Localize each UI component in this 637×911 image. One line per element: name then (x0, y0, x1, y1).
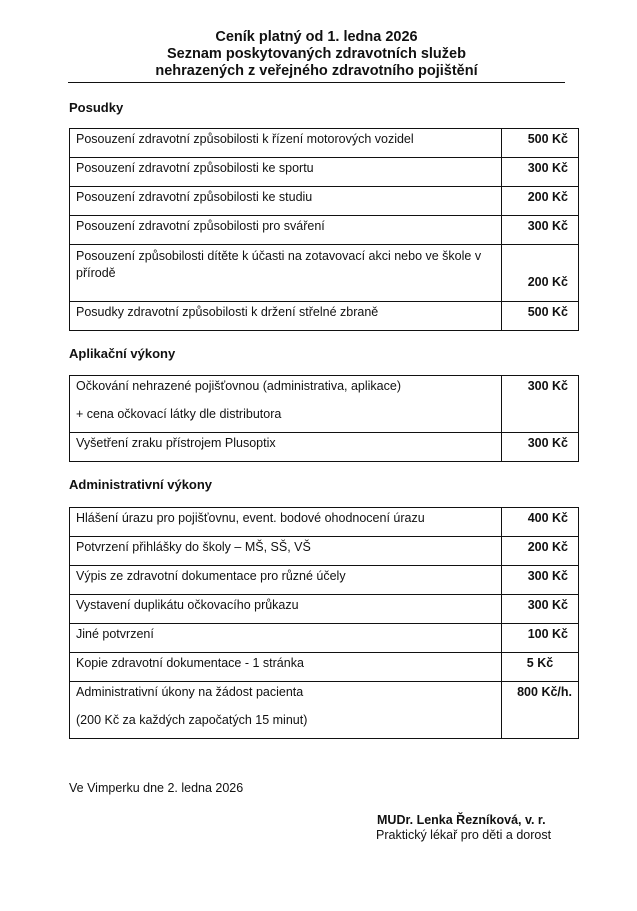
service-description: Jiné potvrzení (70, 624, 502, 653)
service-price: 300 Kč (502, 433, 579, 462)
service-description: Posouzení způsobilosti dítěte k účasti na zotavovací akci nebo ve škole v přírodě (70, 245, 502, 302)
table-row (70, 245, 579, 302)
service-description: Potvrzení přihlášky do školy – MŠ, SŠ, VŠ (70, 537, 502, 566)
section-title-administrativni-vykony: Administrativní výkony (69, 477, 213, 492)
signature-name: MUDr. Lenka Řezníková, v. r. (377, 813, 546, 827)
section-title-aplikacni-vykony: Aplikační výkony (69, 346, 176, 361)
service-price: 500 Kč (502, 129, 579, 158)
service-description: Hlášení úrazu pro pojišťovnu, event. bodové ohodnocení úrazu (70, 508, 502, 537)
header-divider (68, 82, 565, 83)
table-row (70, 158, 579, 187)
service-description: Posouzení zdravotní způsobilosti pro sváření (70, 216, 502, 245)
service-description-main: Očkování nehrazené pojišťovnou (administrativa, aplikace) (76, 379, 401, 393)
table-row (70, 682, 579, 739)
table-row (70, 376, 579, 433)
table-row (70, 187, 579, 216)
table-row (70, 508, 579, 537)
header-subtitle-2: nehrazených z veřejného zdravotního pojištění (155, 63, 478, 79)
service-description: Vyšetření zraku přístrojem Plusoptix (70, 433, 502, 462)
service-price: 200 Kč (502, 537, 579, 566)
price-table-administrativni-vykony (69, 507, 579, 739)
price-table-posudky (69, 128, 579, 331)
table-row (70, 653, 579, 682)
service-description (70, 376, 502, 433)
table-row (70, 129, 579, 158)
service-price: 300 Kč (502, 216, 579, 245)
service-price: 100 Kč (502, 624, 579, 653)
service-price: 300 Kč (502, 158, 579, 187)
price-table-aplikacni-vykony (69, 375, 579, 462)
place-and-date: Ve Vimperku dne 2. ledna 2026 (69, 781, 244, 795)
service-description: Posouzení zdravotní způsobilosti k řízení motorových vozidel (70, 129, 502, 158)
service-price: 5 Kč (502, 653, 579, 682)
service-description (70, 682, 502, 739)
service-description-main: Administrativní úkony na žádost pacienta (76, 685, 304, 699)
service-description-note: + cena očkovací látky dle distributora (76, 407, 282, 421)
service-description: Vystavení duplikátu očkovacího průkazu (70, 595, 502, 624)
table-row (70, 433, 579, 462)
service-price: 400 Kč (502, 508, 579, 537)
service-price: 300 Kč (502, 376, 579, 433)
service-description: Posudky zdravotní způsobilosti k držení střelné zbraně (70, 302, 502, 331)
service-price: 800 Kč/h. (502, 682, 579, 739)
service-description: Posouzení zdravotní způsobilosti ke sportu (70, 158, 502, 187)
document-header (68, 29, 565, 80)
table-row (70, 624, 579, 653)
service-price: 200 Kč (502, 187, 579, 216)
section-title-posudky: Posudky (69, 100, 124, 115)
header-title: Ceník platný od 1. ledna 2026 (215, 29, 418, 45)
header-subtitle-1: Seznam poskytovaných zdravotních služeb (167, 46, 466, 62)
service-description-note: (200 Kč za každých započatých 15 minut) (76, 713, 308, 727)
table-row (70, 595, 579, 624)
service-price: 500 Kč (502, 302, 579, 331)
service-description: Kopie zdravotní dokumentace - 1 stránka (70, 653, 502, 682)
table-row (70, 302, 579, 331)
table-row (70, 566, 579, 595)
service-price: 300 Kč (502, 595, 579, 624)
table-row (70, 537, 579, 566)
service-price: 200 Kč (502, 245, 579, 302)
table-row (70, 216, 579, 245)
service-price: 300 Kč (502, 566, 579, 595)
service-description: Posouzení zdravotní způsobilosti ke studiu (70, 187, 502, 216)
signature-role: Praktický lékař pro děti a dorost (376, 828, 552, 842)
service-description: Výpis ze zdravotní dokumentace pro různé účely (70, 566, 502, 595)
